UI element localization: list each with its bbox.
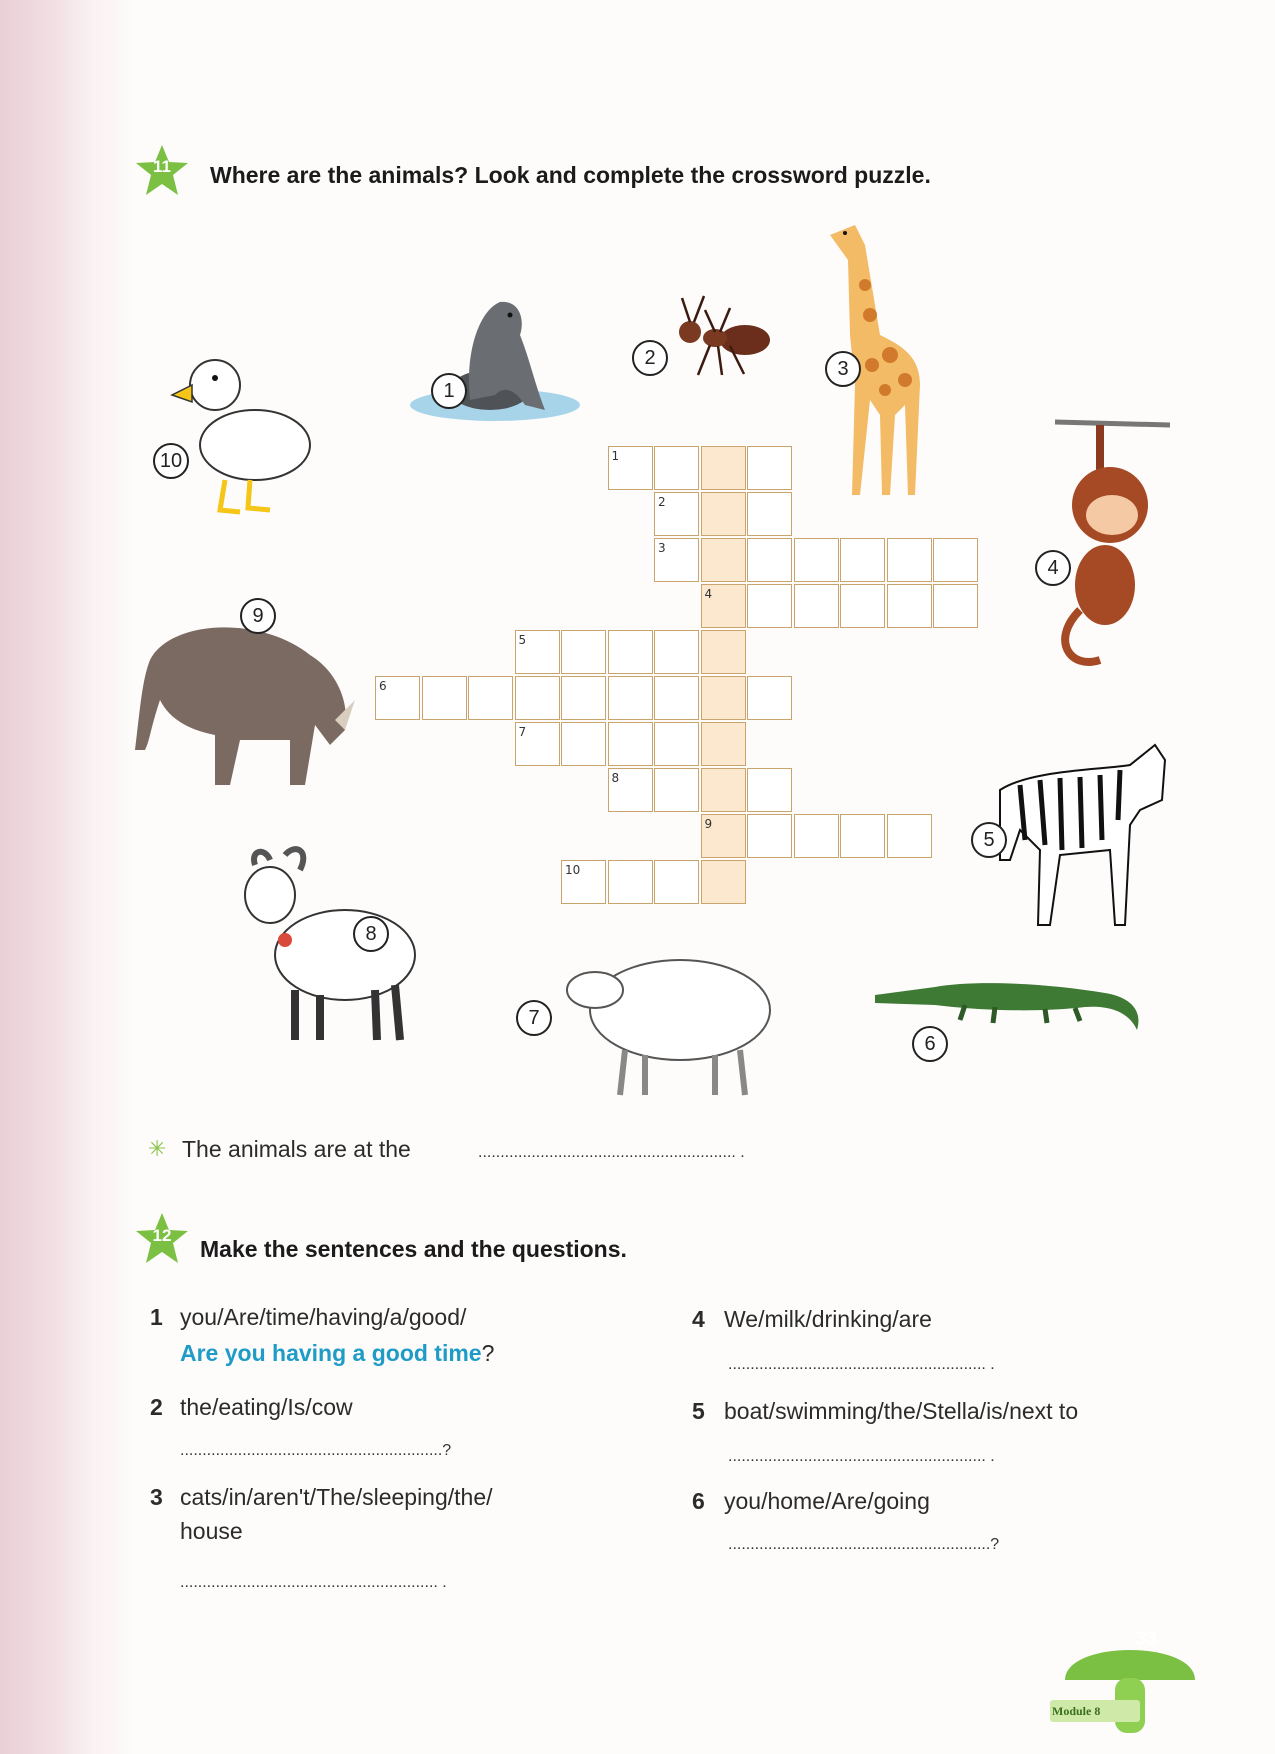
crossword-cell[interactable] (887, 814, 932, 858)
crossword-cell[interactable] (747, 676, 792, 720)
item-3-number: 3 (150, 1484, 163, 1510)
crossword-cell[interactable] (422, 676, 467, 720)
crossword-cell[interactable] (701, 630, 746, 674)
crossword-clue-number: 7 (518, 725, 527, 739)
item-4-prompt: We/milk/drinking/are (724, 1306, 932, 1332)
crossword-cell[interactable] (375, 676, 420, 720)
crossword-cell[interactable] (933, 584, 978, 628)
crossword-cell[interactable] (654, 492, 699, 536)
crossword-cell[interactable] (701, 584, 746, 628)
item-1-answer (180, 1340, 494, 1367)
page-number: 33 (1135, 1628, 1158, 1650)
seal-illustration (395, 290, 585, 430)
item-5-prompt: boat/swimming/the/Stella/is/next to (724, 1398, 1079, 1424)
crossword-cell[interactable] (794, 814, 839, 858)
crossword-cell[interactable] (701, 676, 746, 720)
book-spine-shadow (0, 0, 96, 1754)
item-5-number: 5 (692, 1398, 705, 1424)
crossword-clue-number: 6 (379, 679, 387, 693)
answer-blank[interactable]: .......................................................... . (478, 1144, 745, 1161)
crossword-clue-number: 4 (704, 587, 713, 601)
crossword-cell[interactable] (933, 538, 978, 582)
crossword-cell[interactable] (747, 814, 792, 858)
item-3-prompt-line2: house (180, 1518, 243, 1544)
crossword-cell[interactable] (840, 584, 885, 628)
crossword-cell[interactable] (701, 814, 746, 858)
crossword-cell[interactable] (515, 676, 560, 720)
sheep-illustration (555, 940, 785, 1100)
item-2-number: 2 (150, 1394, 163, 1420)
item-2-prompt: the/eating/Is/cow (180, 1394, 353, 1420)
book-spine-fade (96, 0, 136, 1754)
item-1-prompt: you/Are/time/having/a/good/ (180, 1304, 467, 1330)
crossword-cell[interactable] (701, 722, 746, 766)
item-2-blank[interactable]: ...........................................................? (180, 1442, 452, 1459)
item-6-number: 6 (692, 1488, 705, 1514)
crossword-cell[interactable] (608, 768, 653, 812)
crossword-cell[interactable] (654, 722, 699, 766)
ant-illustration (660, 290, 780, 380)
page-badge-mushroom-icon (1045, 1620, 1215, 1740)
picture-label-6: 6 (912, 1026, 948, 1062)
picture-label-9: 9 (240, 598, 276, 634)
crossword-cell[interactable] (608, 722, 653, 766)
module-label: Module 8 (1052, 1704, 1101, 1718)
picture-label-7: 7 (516, 1000, 552, 1036)
crossword-cell[interactable] (561, 860, 606, 904)
picture-label-8: 8 (353, 916, 389, 952)
crossword-cell[interactable] (701, 492, 746, 536)
crossword-cell[interactable] (608, 676, 653, 720)
monkey-illustration (1040, 410, 1180, 680)
exercise-11-number: 11 (153, 157, 171, 176)
rhino-illustration (130, 600, 360, 800)
exercise-11-instruction: Where are the animals? Look and complete the crossword puzzle. (210, 162, 931, 188)
item-6-prompt: you/home/Are/going (724, 1488, 930, 1514)
item-1-answer-text: Are you having a good time (180, 1340, 482, 1366)
picture-label-2: 2 (632, 340, 668, 376)
crossword-cell[interactable] (887, 538, 932, 582)
duck-illustration (170, 340, 320, 520)
crossword-cell[interactable] (794, 538, 839, 582)
crocodile-illustration (875, 965, 1145, 1040)
crossword-cell[interactable] (561, 676, 606, 720)
crossword-cell[interactable] (654, 768, 699, 812)
picture-label-10: 10 (153, 443, 189, 479)
crossword-cell[interactable] (654, 630, 699, 674)
picture-label-5: 5 (971, 822, 1007, 858)
item-3-prompt: cats/in/aren't/The/sleeping/the/ (180, 1484, 493, 1510)
crossword-cell[interactable] (747, 768, 792, 812)
crossword-cell[interactable] (887, 584, 932, 628)
crossword-cell[interactable] (515, 722, 560, 766)
crossword-cell[interactable] (654, 538, 699, 582)
item-4-blank[interactable]: .......................................................... . (728, 1356, 995, 1373)
crossword-cell[interactable] (515, 630, 560, 674)
picture-label-3: 3 (825, 351, 861, 387)
zebra-illustration (990, 740, 1180, 930)
item-1-number: 1 (150, 1304, 163, 1330)
picture-label-4: 4 (1035, 550, 1071, 586)
crossword-clue-number: 3 (658, 541, 666, 555)
exercise-12-number: 12 (152, 1226, 172, 1245)
picture-label-1: 1 (431, 373, 467, 409)
crossword-cell[interactable] (561, 722, 606, 766)
crossword-cell[interactable] (608, 630, 653, 674)
item-4-number: 4 (692, 1306, 705, 1332)
crossword-cell[interactable] (608, 446, 653, 490)
crossword-clue-number: 2 (658, 495, 666, 509)
crossword-cell[interactable] (608, 860, 653, 904)
item-3-blank[interactable]: .......................................................... . (180, 1574, 447, 1591)
crossword-cell[interactable] (654, 446, 699, 490)
goat-illustration (225, 845, 425, 1045)
crossword-cell[interactable] (654, 860, 699, 904)
crossword-cell[interactable] (747, 584, 792, 628)
asterisk-icon: ✳ (148, 1136, 167, 1161)
crossword-cell[interactable] (794, 584, 839, 628)
crossword-cell[interactable] (701, 538, 746, 582)
crossword-cell[interactable] (701, 446, 746, 490)
crossword-cell[interactable] (840, 538, 885, 582)
crossword-cell[interactable] (654, 676, 699, 720)
item-6-blank[interactable]: ...........................................................? (728, 1536, 1000, 1553)
exercise-12-instruction: Make the sentences and the questions. (200, 1236, 627, 1262)
crossword-clue-number: 10 (565, 863, 581, 877)
item-5-blank[interactable]: .......................................................... . (728, 1448, 995, 1465)
crossword-cell[interactable] (701, 860, 746, 904)
crossword-cell[interactable] (747, 492, 792, 536)
item-1-answer-mark: ? (481, 1340, 495, 1366)
crossword-cell[interactable] (747, 538, 792, 582)
crossword-clue-number: 8 (611, 771, 620, 785)
crossword-cell[interactable] (840, 814, 885, 858)
crossword-clue-number: 1 (611, 449, 620, 463)
crossword-clue-number: 9 (704, 817, 713, 831)
crossword-cell[interactable] (747, 446, 792, 490)
crossword-cell[interactable] (468, 676, 513, 720)
answer-sentence: The animals are at the (182, 1136, 411, 1162)
crossword-cell[interactable] (701, 768, 746, 812)
crossword-cell[interactable] (561, 630, 606, 674)
crossword-clue-number: 5 (518, 633, 527, 647)
